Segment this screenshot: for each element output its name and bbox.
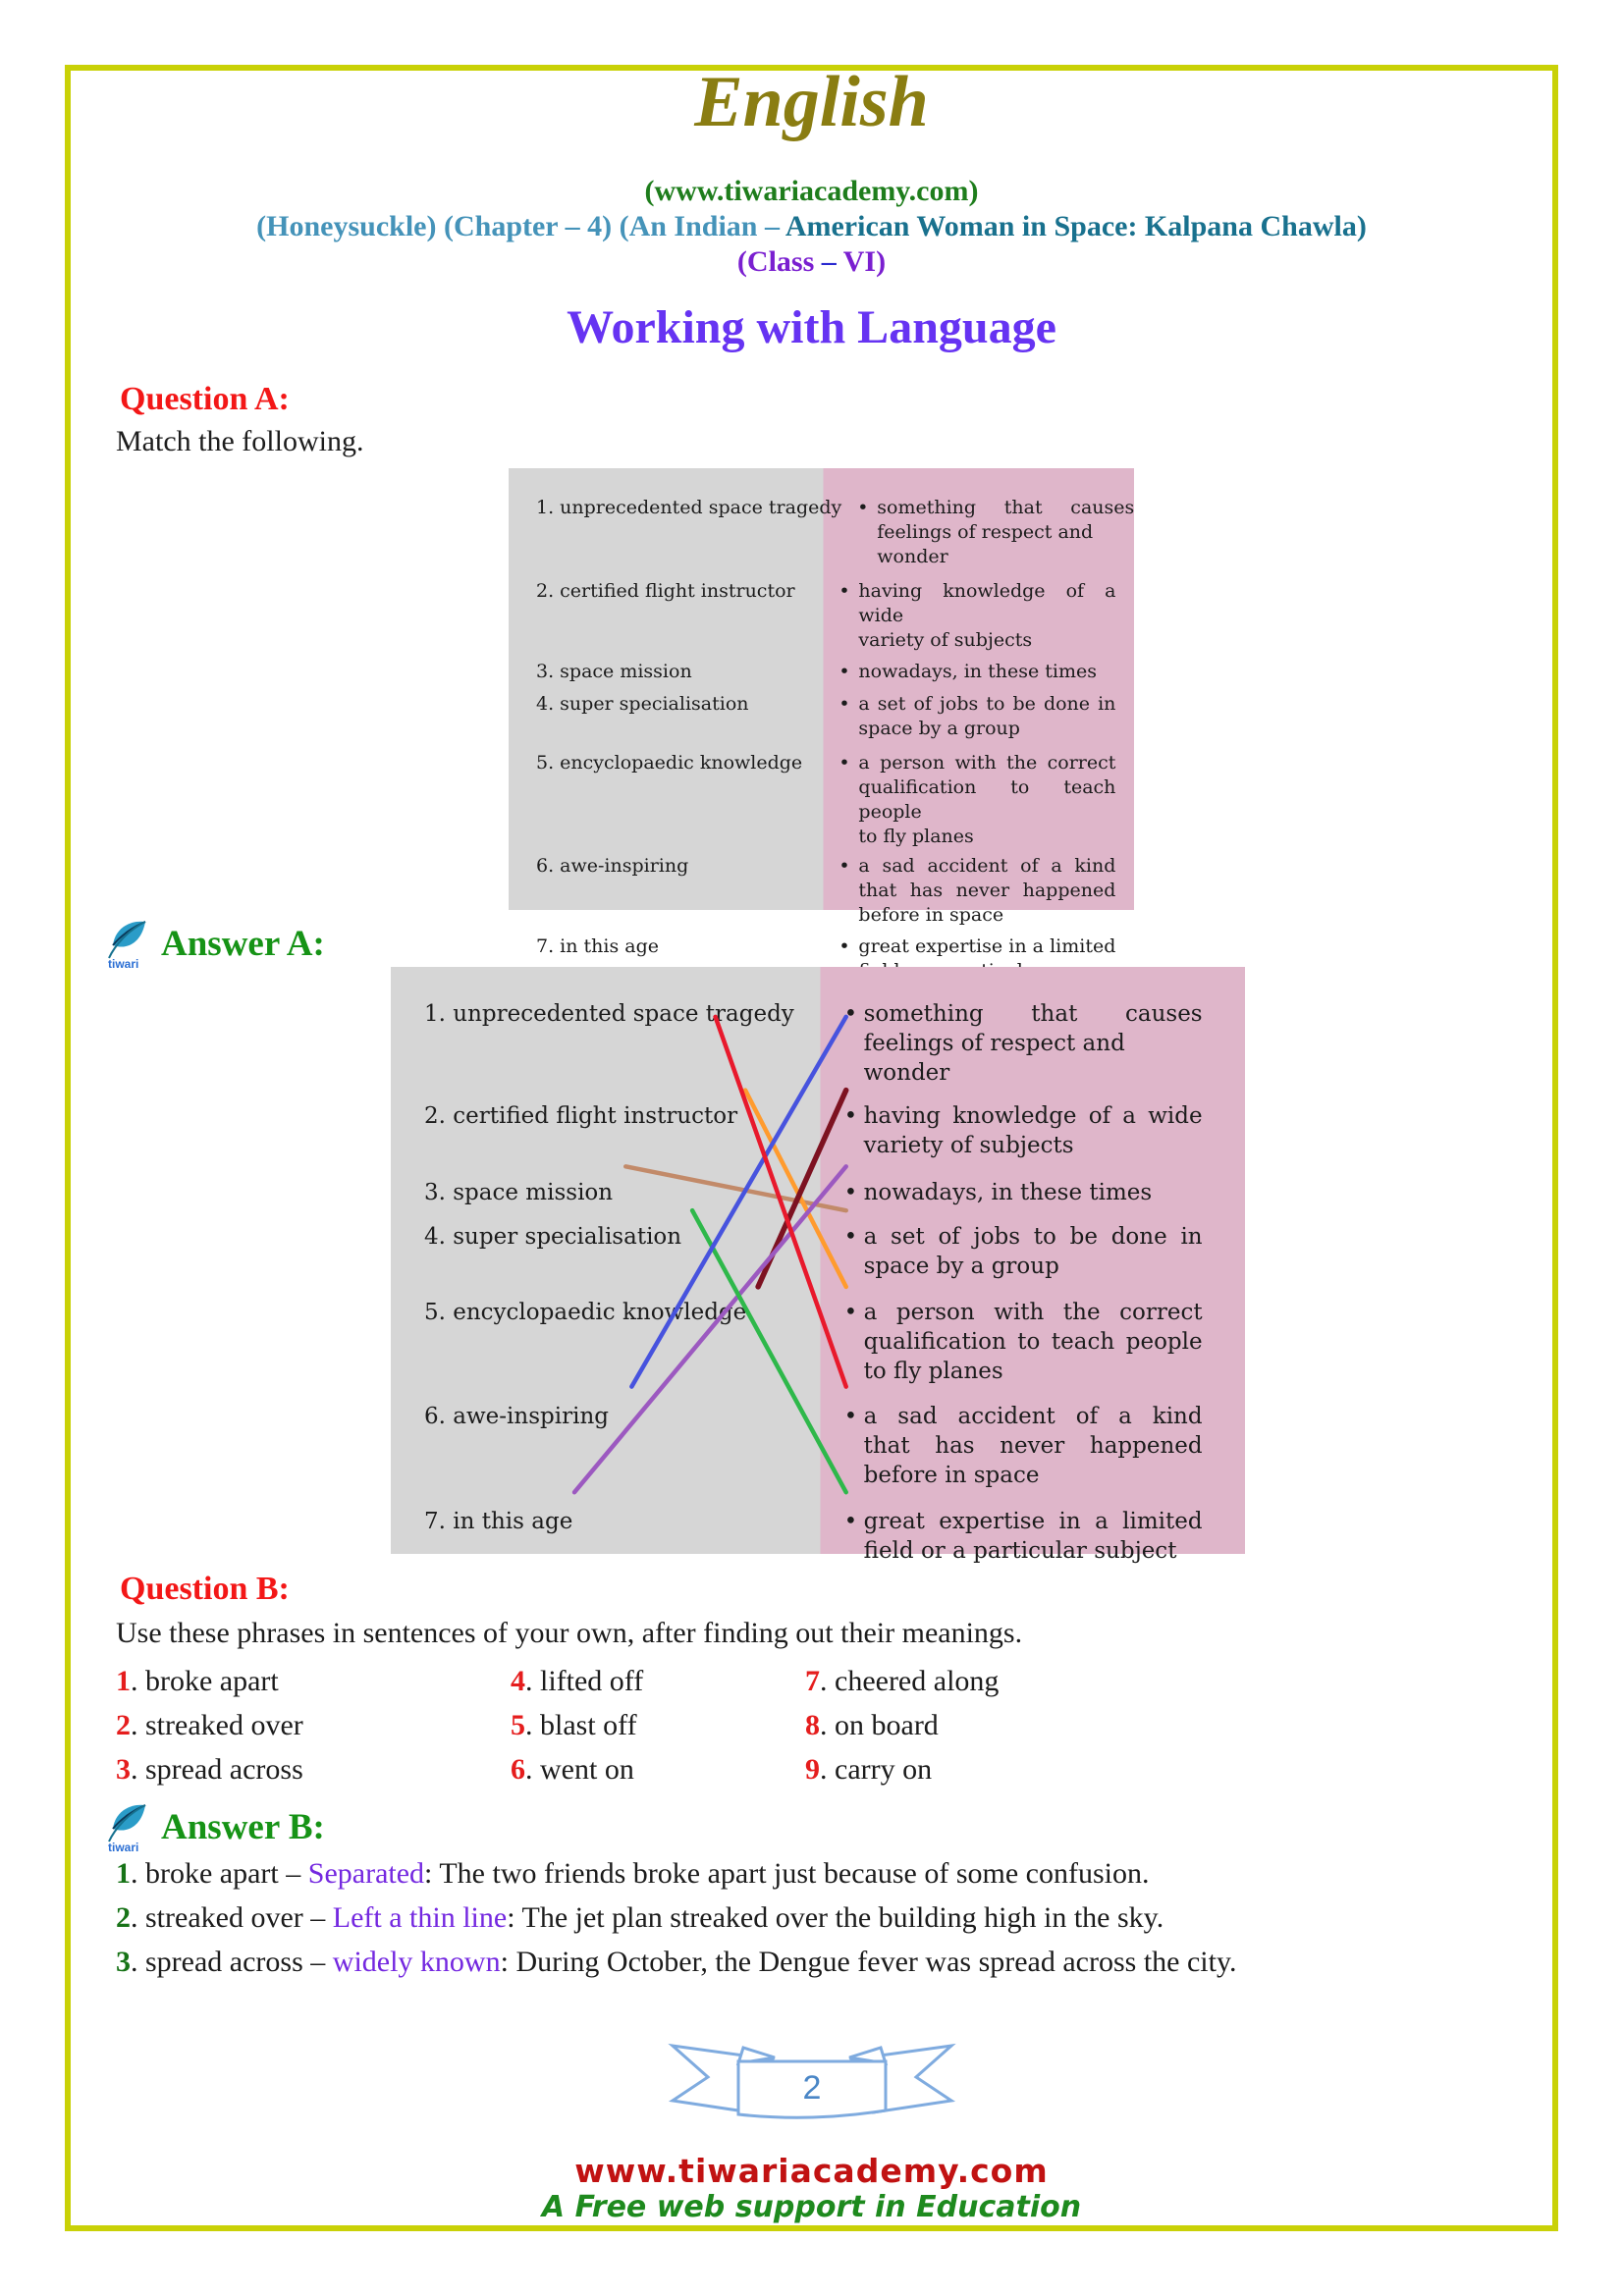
match-left-item: 2. certified flight instructor — [536, 580, 795, 602]
match-right-line: to fly planes — [858, 826, 974, 847]
match-right-item — [823, 692, 1115, 741]
match-right-line: space by a group — [863, 1254, 1059, 1279]
match-right-line: to fly planes — [863, 1359, 1003, 1384]
phrase-number: 8 — [805, 1709, 820, 1741]
bullet-icon: • — [843, 1180, 858, 1205]
phrase-number: 5 — [511, 1709, 525, 1741]
match-line-7-to-nowadays — [574, 1166, 846, 1492]
match-right-line: nowadays, in these times — [858, 661, 1097, 682]
match-right-line: a set of jobs to be done in — [863, 1224, 1203, 1250]
match-right-line: a sad accident of a kind — [858, 855, 1116, 877]
bullet-icon: • — [843, 1404, 858, 1429]
match-lines-overlay — [391, 967, 1245, 1554]
match-right-line: something that causes — [877, 497, 1135, 518]
bullet-icon: • — [839, 580, 850, 602]
phrase-number: 6 — [511, 1753, 525, 1786]
match-right-line: before in space — [858, 904, 1004, 926]
match-right-line: nowadays, in these times — [863, 1180, 1153, 1205]
answer-b-item — [116, 1851, 1237, 1896]
phrase-item — [511, 1707, 805, 1751]
phrase-text: . went on — [525, 1753, 634, 1786]
match-left-item: 6. awe-inspiring — [536, 855, 689, 877]
match-right-line: feelings of respect and wonder — [863, 1031, 1125, 1086]
question-a-match-table — [509, 468, 1135, 957]
phrase-item — [805, 1663, 1178, 1707]
svg-text:tiwari: tiwari — [108, 957, 139, 970]
table-row — [509, 579, 1134, 653]
phrase-item — [116, 1663, 511, 1707]
bullet-icon: • — [839, 661, 850, 682]
phrase-item — [116, 1707, 511, 1751]
table-row — [509, 496, 1134, 569]
match-right-line: great expertise in a limited — [863, 1509, 1203, 1534]
phrase-text: . carry on — [820, 1753, 933, 1786]
phrase-item — [805, 1707, 1178, 1751]
answer-number: 3 — [116, 1946, 131, 1978]
phrase-text: . broke apart — [131, 1665, 279, 1697]
answer-phrase: . streaked over – — [131, 1901, 333, 1934]
match-right-line: a person with the correct — [863, 1300, 1203, 1325]
match-right-line: qualification to teach people — [863, 1329, 1203, 1355]
match-left-item: 7. in this age — [536, 935, 659, 957]
answer-meaning: Left a thin line — [332, 1901, 508, 1934]
match-right-line: having knowledge of a wide — [858, 580, 1116, 626]
question-a-instruction: Match the following. — [116, 425, 364, 457]
book-chapter-part2: American Woman in Space: Kalpana Chawla) — [784, 210, 1367, 242]
table-row — [509, 854, 1134, 928]
match-right-line: great expertise in a limited — [858, 935, 1116, 957]
phrase-text: . on board — [820, 1709, 939, 1741]
match-right-item — [823, 751, 1115, 849]
answer-b-item — [116, 1896, 1237, 1940]
bullet-icon: • — [843, 1103, 858, 1129]
ribbon-banner-icon — [625, 2038, 999, 2156]
phrase-item — [511, 1751, 805, 1795]
match-right-line: having knowledge of a wide — [863, 1103, 1203, 1129]
footer-tagline: A Free web support in Education — [541, 2190, 1082, 2224]
match-left-item: 7. in this age — [424, 1509, 573, 1534]
answer-b-heading: Answer B: — [161, 1806, 325, 1847]
phrase-item — [116, 1751, 511, 1795]
phrase-item — [511, 1663, 805, 1707]
tiwari-logo-icon — [106, 919, 151, 970]
phrase-text: . cheered along — [820, 1665, 1000, 1697]
class-line — [0, 245, 1623, 278]
header-site-link[interactable]: (www.tiwariacademy.com) — [644, 175, 979, 207]
match-right-line: something that causes — [863, 1001, 1203, 1027]
question-b-phrase-grid — [116, 1663, 1178, 1795]
match-right-line: that has never happened — [863, 1433, 1203, 1459]
answer-number: 1 — [116, 1857, 131, 1890]
answer-b-item — [116, 1940, 1237, 1984]
answer-sentence: : During October, the Dengue fever was spread across the city. — [500, 1946, 1237, 1978]
match-left-item: 6. awe-inspiring — [424, 1404, 609, 1429]
match-left-item: 2. certified flight instructor — [424, 1103, 738, 1129]
match-left-item: 1. unprecedented space tragedy — [424, 1001, 794, 1027]
question-a-heading: Question A: — [120, 381, 290, 417]
phrase-number: 7 — [805, 1665, 820, 1697]
match-left-item: 3. space mission — [424, 1180, 614, 1205]
phrase-text: . lifted off — [525, 1665, 644, 1697]
footer-site-link[interactable]: www.tiwariacademy.com — [574, 2152, 1049, 2190]
match-left-item: 5. encyclopaedic knowledge — [536, 752, 803, 774]
bullet-icon: • — [843, 1300, 858, 1325]
match-right-item — [823, 854, 1115, 928]
match-right-line: variety of subjects — [858, 629, 1033, 651]
match-right-line: that has never happened — [858, 880, 1116, 901]
table-row — [509, 660, 1134, 684]
phrase-number: 2 — [116, 1709, 131, 1741]
bullet-icon: • — [839, 693, 850, 715]
page-number: 2 — [802, 2069, 821, 2107]
match-right-line: field or a particular subject — [863, 1538, 1177, 1564]
phrase-text: . streaked over — [131, 1709, 303, 1741]
phrase-number: 3 — [116, 1753, 131, 1786]
bullet-icon: • — [839, 752, 850, 774]
match-left-item: 3. space mission — [536, 661, 692, 682]
match-left-item: 1. unprecedented space tragedy — [536, 497, 842, 518]
subject-title: English — [694, 62, 929, 142]
answer-meaning: widely known — [332, 1946, 501, 1978]
bullet-icon: • — [857, 497, 869, 518]
book-chapter-part1: (Honeysuckle) (Chapter – 4) (An Indian – — [256, 210, 785, 242]
match-right-line: feelings of respect and wonder — [877, 521, 1094, 567]
class-suffix: VI) — [842, 245, 887, 278]
match-right-item — [841, 496, 1134, 569]
answer-phrase: . spread across – — [131, 1946, 333, 1978]
svg-text:tiwari: tiwari — [108, 1841, 139, 1853]
phrase-text: . blast off — [525, 1709, 637, 1741]
match-right-item — [823, 579, 1115, 653]
answer-number: 2 — [116, 1901, 131, 1934]
answer-b-heading-row — [106, 1802, 325, 1853]
match-right-line: qualification to teach people — [858, 776, 1116, 823]
match-line-4-to-expertise — [692, 1210, 846, 1492]
answer-a-match-table — [391, 967, 1245, 1564]
phrase-number: 4 — [511, 1665, 525, 1697]
book-chapter-line — [0, 210, 1623, 242]
match-left-item: 4. super specialisation — [536, 693, 749, 715]
bullet-icon: • — [843, 1509, 858, 1534]
page-number-ribbon — [625, 2038, 999, 2156]
answer-meaning: Separated — [307, 1857, 425, 1890]
phrase-number: 9 — [805, 1753, 820, 1786]
match-right-line: before in space — [863, 1463, 1040, 1488]
class-dash: – — [821, 245, 843, 278]
phrase-number: 1 — [116, 1665, 131, 1697]
table-row — [509, 751, 1134, 849]
answer-b-list — [116, 1851, 1237, 1984]
class-prefix: (Class — [736, 245, 822, 278]
bullet-icon: • — [839, 855, 850, 877]
match-right-line: space by a group — [858, 718, 1020, 739]
answer-phrase: . broke apart – — [131, 1857, 308, 1890]
answer-sentence: : The two friends broke apart just because of some confusion. — [424, 1857, 1150, 1890]
question-b-instruction: Use these phrases in sentences of your own, after finding out their meanings. — [116, 1617, 1023, 1649]
table-row — [509, 692, 1134, 741]
answer-sentence: : The jet plan streaked over the building high in the sky. — [507, 1901, 1164, 1934]
tiwari-logo-icon — [106, 1802, 151, 1853]
match-left-item: 5. encyclopaedic knowledge — [424, 1300, 747, 1325]
answer-a-heading: Answer A: — [161, 923, 325, 964]
page-title: Working with Language — [567, 301, 1056, 353]
match-left-item: 4. super specialisation — [424, 1224, 682, 1250]
bullet-icon: • — [843, 1001, 858, 1027]
match-right-line: a person with the correct — [858, 752, 1116, 774]
match-right-item — [823, 660, 1115, 684]
phrase-item — [805, 1751, 1178, 1795]
match-line-1-to-tragedy — [716, 1017, 846, 1387]
match-right-line: variety of subjects — [863, 1133, 1074, 1158]
match-right-line: a sad accident of a kind — [863, 1404, 1203, 1429]
question-b-heading: Question B: — [120, 1571, 290, 1607]
bullet-icon: • — [843, 1224, 858, 1250]
match-right-line: a set of jobs to be done in — [858, 693, 1116, 715]
answer-a-heading-row — [106, 919, 325, 970]
bullet-icon: • — [839, 935, 850, 957]
phrase-text: . spread across — [131, 1753, 303, 1786]
